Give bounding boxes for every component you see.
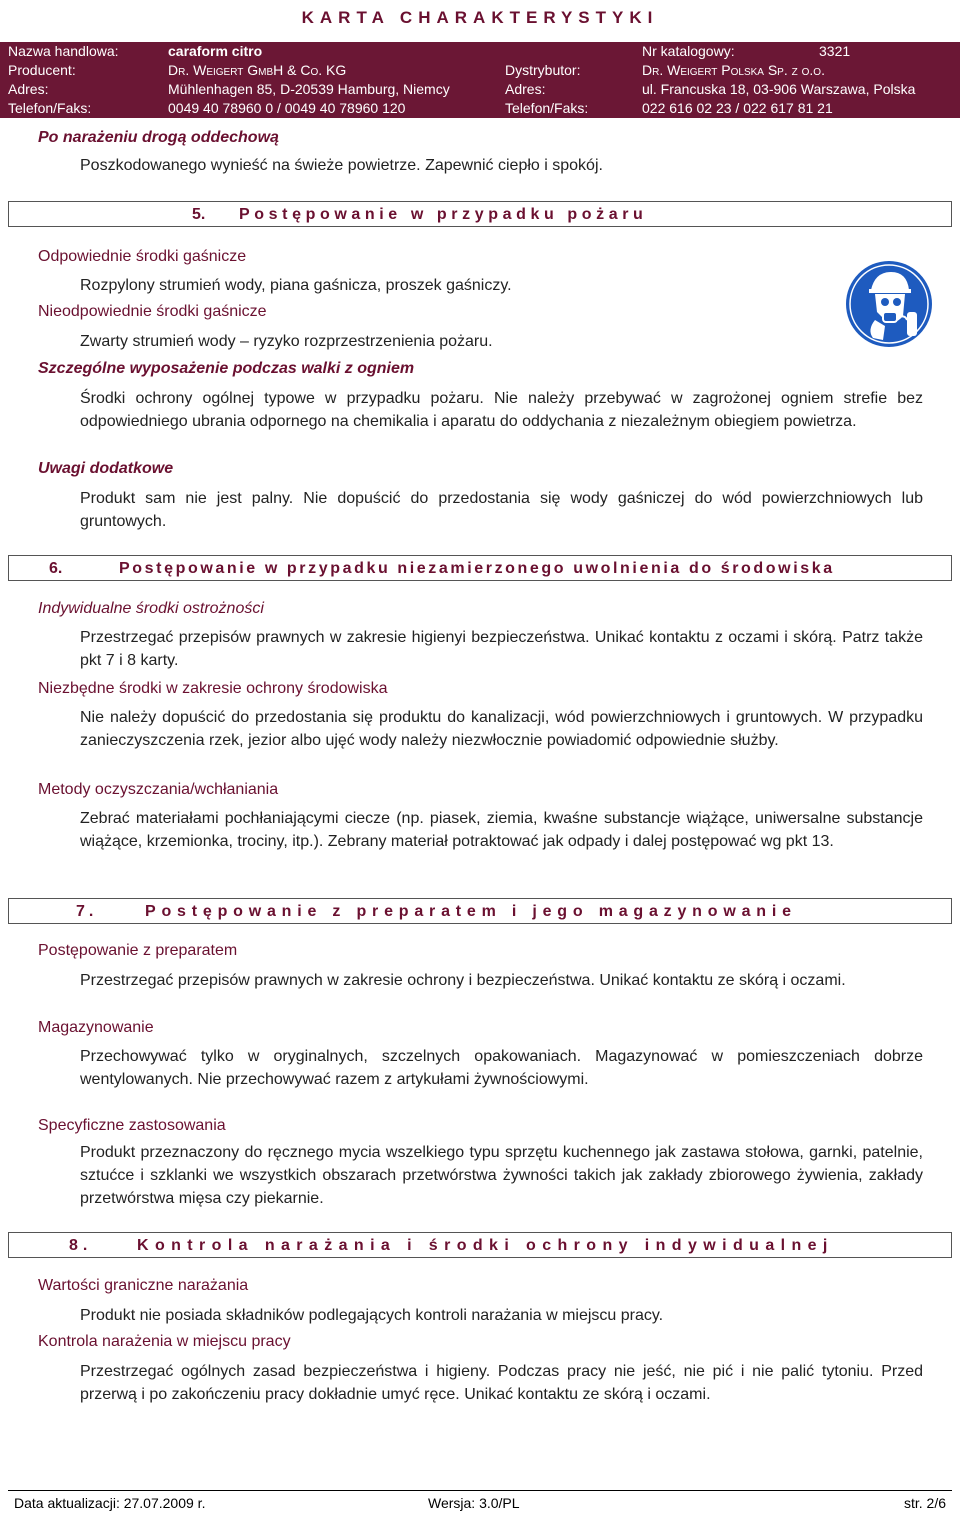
section-8-title: Kontrola narażania i środki ochrony indywidualnej [137, 1237, 834, 1254]
text-cleanup-methods: Zebrać materiałami pochłaniającymi ciecze (np. piasek, ziemia, kwaśne substancje wiążące, uniwersalne substancje wiążące, krzemionka, trociny, itp.). Zebrany materiał potraktować jak odpady i dalej postępować wg pkt 13. [80, 810, 923, 850]
section-7-header [8, 898, 952, 924]
text-unsuitable-media: Zwarty strumień wody – ryzyko rozprzestrzenienia pożaru. [80, 333, 493, 350]
heading-suitable-media: Odpowiednie środki gaśnicze [38, 248, 247, 265]
value-phone: 0049 40 78960 0 / 0049 40 78960 120 [168, 100, 406, 116]
label-producer: Producent: [8, 62, 76, 78]
section-6-header [8, 555, 952, 581]
footer-page-number: str. 2/6 [903, 1495, 946, 1511]
label-trade-name: Nazwa handlowa: [8, 43, 119, 59]
heading-personal-precautions: Indywidualne środki ostrożności [38, 600, 264, 617]
text-storage: Przechowywać tylko w oryginalnych, szczelnych opakowaniach. Magazynować w pomieszczeniach dobrze wentylowanych. Nie przechowywać razem z artykułami żywnościowymi. [80, 1048, 923, 1088]
text-special-equipment: Środki ochrony ogólnej typowe w przypadku pożaru. Nie należy przebywać w zagrożonej ogniem strefie bez odpowiedniego ubrania odpornego na chemikalia i aparatu do oddychania z niezależnym obiegiem powietrza. [80, 390, 923, 430]
section-7-title: Postępowanie z preparatem i jego magazynowanie [145, 903, 797, 920]
label-phone-distributor: Telefon/Faks: [505, 100, 589, 116]
value-trade-name: caraform citro [168, 43, 263, 59]
header-row-phone [0, 100, 960, 119]
heading-cleanup-methods: Metody oczyszczania/wchłaniania [38, 781, 279, 798]
section-7-number: 7. [76, 903, 98, 920]
heading-environmental-precautions: Niezbędne środki w zakresie ochrony środowiska [38, 680, 388, 697]
header-row-address [0, 81, 960, 100]
text-personal-precautions: Przestrzegać przepisów prawnych w zakresie higienyi bezpieczeństwa. Unikać kontaktu z oczami i skórą. Patrz także pkt 7 i 8 karty. [80, 629, 923, 669]
text-environmental-precautions: Nie należy dopuścić do przedostania się produktu do kanalizacji, wód powierzchniowych i gruntowych. W przypadku zanieczyszczenia rzek, jezior albo ujęć wody należy niezwłocznie powiadomić odpowiednie służby. [80, 709, 923, 749]
section-5-title: Postępowanie w przypadku pożaru [239, 206, 648, 223]
label-distributor: Dystrybutor: [505, 62, 581, 78]
footer-version: Wersja: 3.0/PL [428, 1495, 520, 1511]
label-address-distributor: Adres: [505, 81, 546, 97]
heading-storage: Magazynowanie [38, 1019, 154, 1036]
text-additional-notes: Produkt sam nie jest palny. Nie dopuścić do przedostania się wody gaśniczej do wód powierzchniowych lub gruntowych. [80, 490, 923, 530]
section-5-header [8, 201, 952, 227]
heading-handling: Postępowanie z preparatem [38, 942, 238, 959]
section-6-number: 6. [49, 560, 63, 577]
heading-additional-notes: Uwagi dodatkowe [38, 460, 174, 477]
value-producer: Dr. Weigert GmbH & Co. KG [168, 62, 347, 78]
section-6-title: Postępowanie w przypadku niezamierzonego uwolnienia do środowiska [119, 560, 835, 577]
heading-exposure-limits: Wartości graniczne narażania [38, 1277, 249, 1294]
heading-unsuitable-media: Nieodpowiednie środki gaśnicze [38, 303, 267, 320]
label-address: Adres: [8, 81, 49, 97]
header-row-product [0, 43, 960, 62]
header-row-producer [0, 62, 960, 81]
heading-specific-uses: Specyficzne zastosowania [38, 1117, 226, 1134]
footer-update-date: Data aktualizacji: 27.07.2009 r. [14, 1495, 206, 1511]
header-block [0, 42, 960, 118]
label-catalog-no: Nr katalogowy: [642, 43, 735, 59]
value-address-distributor: ul. Francuska 18, 03-906 Warszawa, Polska [642, 81, 916, 97]
respirator-mandatory-icon [845, 260, 933, 348]
document-title: KARTA CHARAKTERYSTYKI [301, 8, 659, 27]
section-8-header [8, 1232, 952, 1258]
heading-special-equipment: Szczególne wyposażenie podczas walki z ogniem [38, 360, 415, 377]
text-suitable-media: Rozpylony strumień wody, piana gaśnicza, proszek gaśniczy. [80, 277, 512, 294]
label-phone: Telefon/Faks: [8, 100, 92, 116]
page-footer [8, 1490, 952, 1513]
text-handling: Przestrzegać przepisów prawnych w zakresie ochrony i bezpieczeństwa. Unikać kontaktu ze skórą i oczami. [80, 972, 846, 989]
value-catalog-no: 3321 [819, 43, 851, 59]
heading-workplace-exposure-control: Kontrola narażenia w miejscu pracy [38, 1333, 291, 1350]
section-8-number: 8. [69, 1237, 93, 1254]
section-5-number: 5. [192, 206, 206, 223]
value-distributor: Dr. Weigert Polska Sp. z o.o. [642, 62, 825, 78]
heading-inhalation: Po narażeniu drogą oddechową [38, 129, 279, 146]
text-exposure-limits: Produkt nie posiada składników podlegających kontroli narażania w miejscu pracy. [80, 1307, 664, 1324]
text-inhalation: Poszkodowanego wynieść na świeże powietrze. Zapewnić ciepło i spokój. [80, 157, 603, 174]
value-address: Mühlenhagen 85, D-20539 Hamburg, Niemcy [168, 81, 450, 97]
text-workplace-exposure-control: Przestrzegać ogólnych zasad bezpieczeństwa i higieny. Podczas pracy nie jeść, nie pić i nie palić tytoniu. Przed przerwą i po zakończeniu pracy dokładnie umyć ręce. Unikać kontaktu ze skórą i oczami. [80, 1363, 923, 1403]
value-phone-distributor: 022 616 02 23 / 022 617 81 21 [642, 100, 833, 116]
text-specific-uses: Produkt przeznaczony do ręcznego mycia wszelkiego typu sprzętu kuchennego jak zastawa stołowa, garnki, patelnie, sztućce i szklanki we wszystkich obszarach przetwórstwa żywności takich jak zakłady zbiorowego żywienia, zakłady przetwórstwa mięsa czy piekarnie. [80, 1144, 923, 1207]
